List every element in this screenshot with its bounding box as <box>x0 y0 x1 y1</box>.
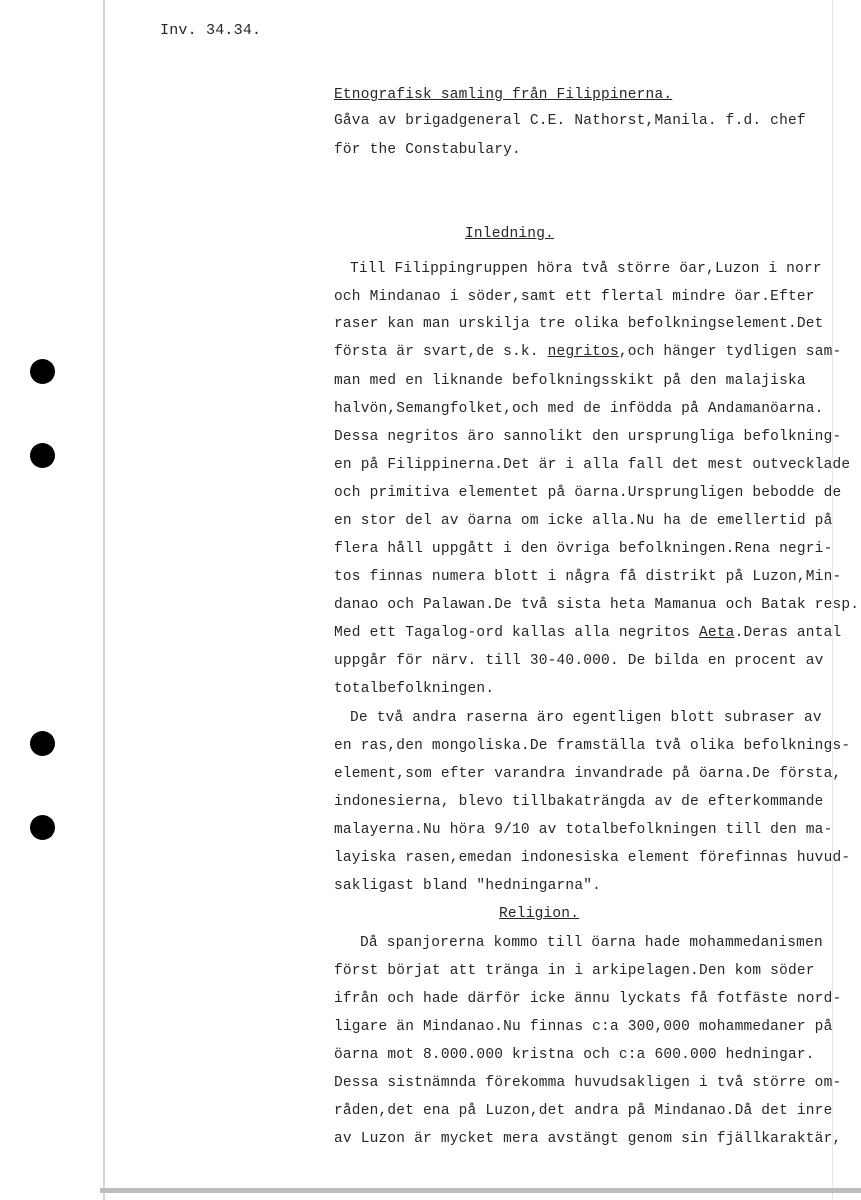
punch-hole <box>30 731 55 756</box>
punch-hole <box>30 359 55 384</box>
text-line: och primitiva elementet på öarna.Ursprungligen bebodde de <box>334 485 842 501</box>
text-line: Dessa sistnämnda förekomma huvudsakligen i två större om- <box>334 1075 842 1091</box>
text-line: uppgår för närv. till 30-40.000. De bilda en procent av <box>334 653 824 669</box>
text-segment: ,och hänger tydligen sam- <box>618 344 842 360</box>
text-line: och Mindanao i söder,samt ett flertal mindre öar.Efter <box>334 289 815 305</box>
punch-hole <box>30 815 55 840</box>
term-negritos: negritos <box>547 344 619 360</box>
text-line: tos finnas numera blott i några få distrikt på Luzon,Min- <box>334 569 842 585</box>
donor-line: för the Constabulary. <box>334 142 521 158</box>
document-title: Etnografisk samling från Filippinerna. <box>334 87 673 103</box>
inventory-number: Inv. 34.34. <box>160 22 262 39</box>
text-line: De två andra raserna äro egentligen blott subraser av <box>350 710 822 726</box>
text-segment: .Deras antal <box>734 625 842 641</box>
text-line: flera håll uppgått i den övriga befolkningen.Rena negri- <box>334 541 833 557</box>
text-line: element,som efter varandra invandrade på öarna.De första, <box>334 766 842 782</box>
text-line: råden,det ena på Luzon,det andra på Mindanao.Då det inre <box>334 1103 833 1119</box>
text-line: öarna mot 8.000.000 kristna och c:a 600.000 hedningar. <box>334 1047 815 1063</box>
text-line: av Luzon är mycket mera avstängt genom sin fjällkaraktär, <box>334 1131 842 1147</box>
text-line: Då spanjorerna kommo till öarna hade mohammedanismen <box>360 935 823 951</box>
text-line: en stor del av öarna om icke alla.Nu ha de emellertid på <box>334 513 833 529</box>
text-line: indonesierna, blevo tillbakaträngda av de efterkommande <box>334 794 824 810</box>
text-line: danao och Palawan.De två sista heta Mamanua och Batak resp. <box>334 597 860 613</box>
text-line <box>334 626 841 641</box>
donor-line: Gåva av brigadgeneral C.E. Nathorst,Manila. f.d. chef <box>334 113 806 129</box>
text-line: layiska rasen,emedan indonesiska element förefinnas huvud- <box>334 850 851 866</box>
text-line: sakligast bland "hedningarna". <box>334 878 602 894</box>
text-line: Dessa negritos äro sannolikt den ursprungliga befolkning- <box>334 429 842 445</box>
text-line: ligare än Mindanao.Nu finnas c:a 300,000 mohammedaner på <box>334 1019 833 1035</box>
text-line: en på Filippinerna.Det är i alla fall det mest outvecklade <box>334 457 851 473</box>
text-line: en ras,den mongoliska.De framställa två olika befolknings- <box>334 738 851 754</box>
section-heading-religion: Religion. <box>499 906 580 922</box>
text-line: raser kan man urskilja tre olika befolkningselement.Det <box>334 316 824 332</box>
text-line: halvön,Semangfolket,och med de infödda på Andamanöarna. <box>334 401 824 417</box>
punch-hole <box>30 443 55 468</box>
section-heading-intro: Inledning. <box>465 226 555 242</box>
text-line: totalbefolkningen. <box>334 681 495 697</box>
term-aeta: Aeta <box>698 625 735 641</box>
text-segment: Med ett Tagalog-ord kallas alla negritos <box>334 625 699 641</box>
text-line: malayerna.Nu höra 9/10 av totalbefolkningen till den ma- <box>334 822 833 838</box>
text-line: ifrån och hade därför icke ännu lyckats få fotfäste nord- <box>334 991 842 1007</box>
text-line: Till Filippingruppen höra två större öar,Luzon i norr <box>350 261 822 277</box>
text-segment: första är svart,de s.k. <box>334 344 548 360</box>
text-line: man med en liknande befolkningsskikt på den malajiska <box>334 373 806 389</box>
text-line: först börjat att tränga in i arkipelagen.Den kom söder <box>334 963 815 979</box>
page-bottom-edge <box>100 1188 861 1193</box>
page-fold-edge <box>103 0 105 1200</box>
text-line <box>334 345 841 360</box>
